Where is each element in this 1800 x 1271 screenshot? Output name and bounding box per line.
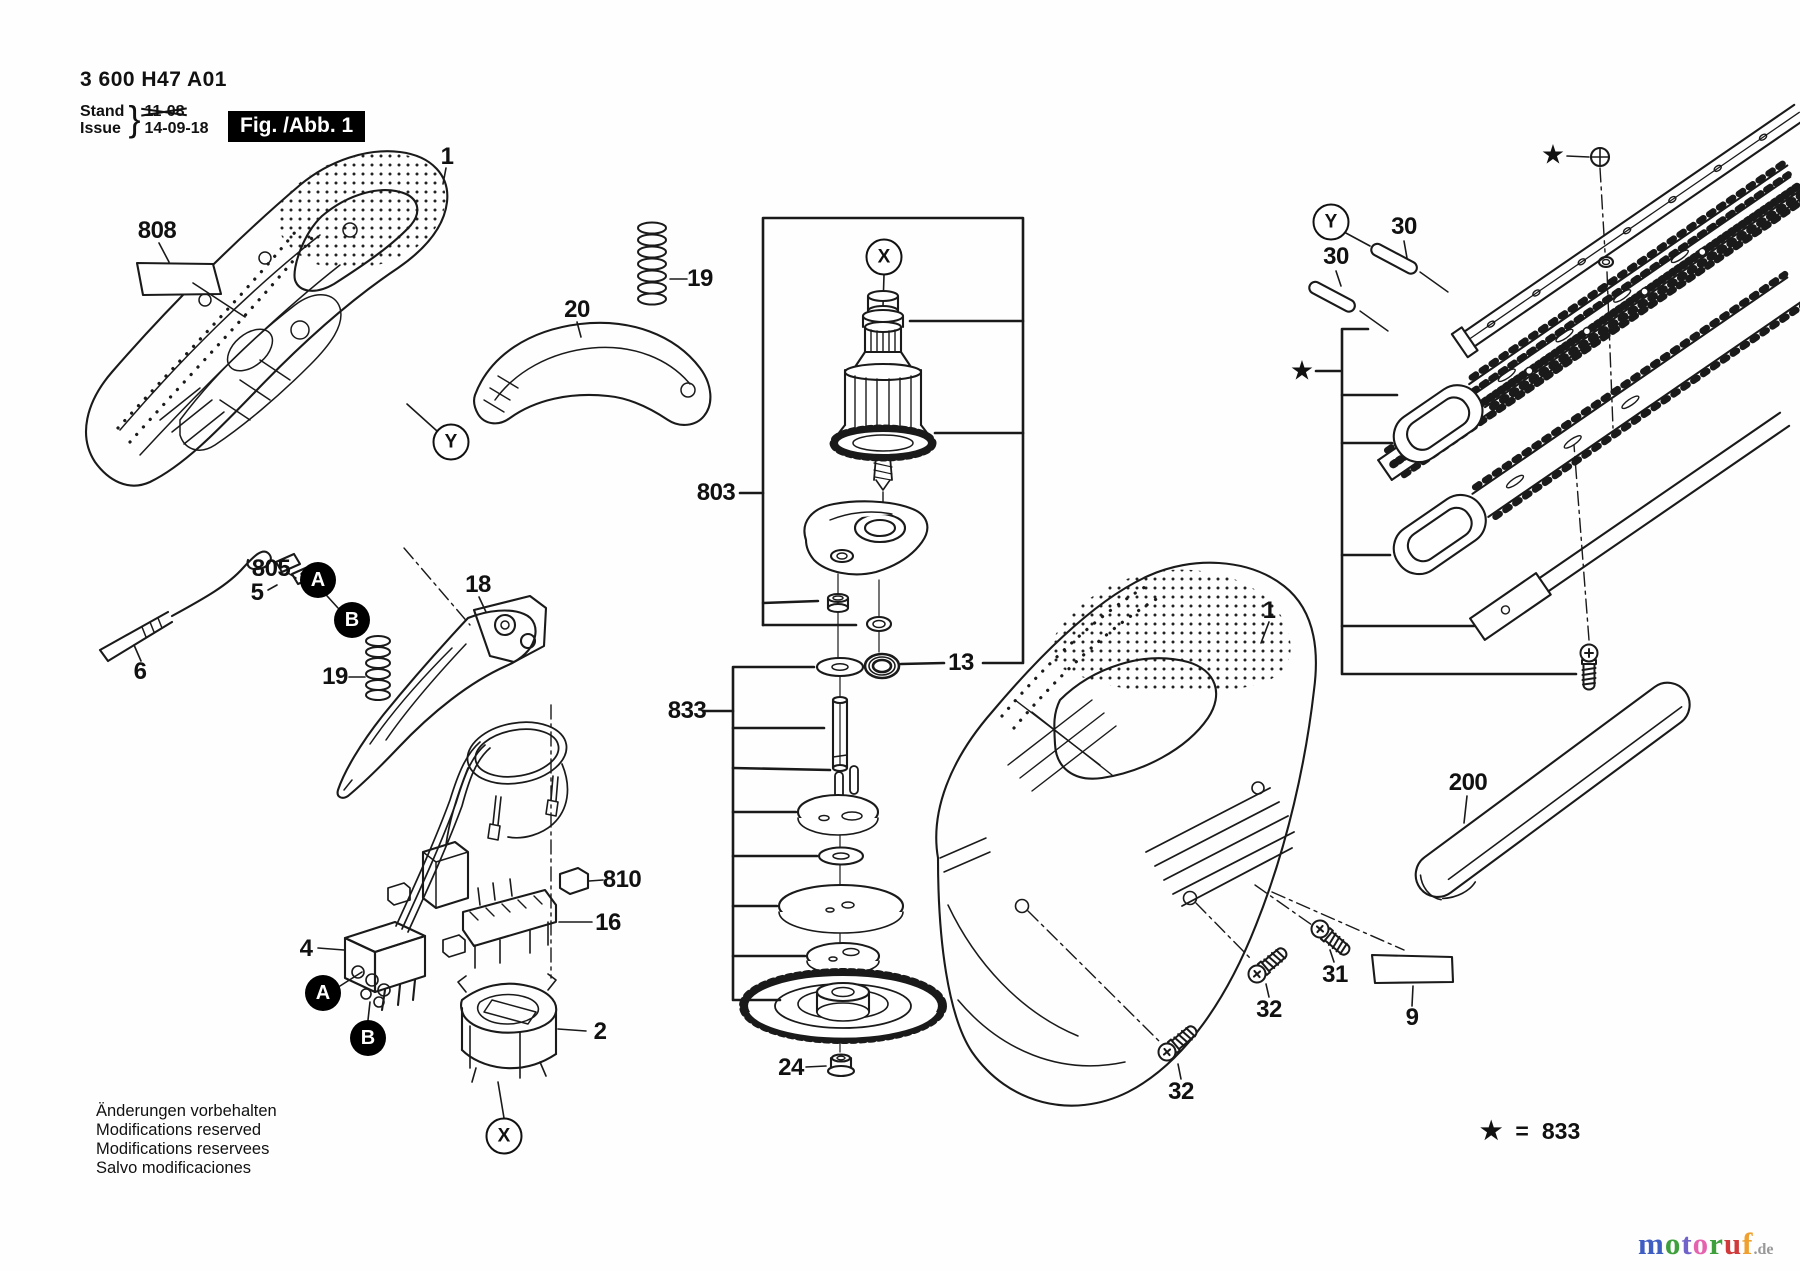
connector-810-and-board-16	[463, 868, 603, 968]
callout-19-middle: 19	[322, 663, 348, 690]
star-marker-top: ★	[1540, 139, 1566, 170]
logo-letter: o	[1692, 1226, 1710, 1261]
cord-and-grommet	[100, 551, 338, 661]
figure-label: Fig. /Abb. 1	[228, 111, 365, 142]
callout-6: 6	[133, 658, 147, 685]
logo-letter: t	[1681, 1226, 1693, 1261]
callout-16: 16	[595, 909, 621, 936]
callout-810: 810	[602, 866, 642, 893]
stand-label: Stand	[80, 103, 125, 120]
ref-circle-y-right: Y	[1313, 204, 1350, 241]
callout-19-upper: 19	[687, 265, 713, 292]
trigger-lever-18	[338, 548, 546, 798]
spring-19-upper	[638, 223, 687, 305]
callout-30-lower: 30	[1323, 243, 1349, 270]
blade-set	[1307, 101, 1800, 690]
callout-32-lower: 32	[1168, 1078, 1194, 1105]
callout-20: 20	[564, 296, 590, 323]
callout-2: 2	[593, 1018, 607, 1045]
legend-star-icon: ★	[1480, 1117, 1503, 1145]
screws-and-sticker-right	[1028, 885, 1453, 1079]
logo-letter: u	[1723, 1226, 1743, 1261]
document-part-number: 3 600 H47 A01	[80, 68, 227, 91]
legend-equals: =	[1515, 1117, 1529, 1144]
armature-assembly-803	[740, 218, 1023, 664]
issue-block	[80, 98, 209, 139]
logo-letter: o	[1664, 1226, 1682, 1261]
callout-1-left: 1	[440, 143, 454, 170]
callout-32-upper: 32	[1256, 996, 1282, 1023]
star-legend	[1480, 1116, 1580, 1146]
callout-13: 13	[948, 649, 974, 676]
logo-suffix: .de	[1753, 1241, 1774, 1258]
callout-31: 31	[1322, 961, 1348, 988]
callout-5: 5	[250, 579, 264, 606]
left-housing-shell	[86, 151, 447, 485]
issue-label: Issue	[80, 120, 121, 137]
spring-19-middle	[349, 636, 390, 700]
issue-date: 14-09-18	[144, 120, 209, 137]
legend-value: 833	[1541, 1117, 1581, 1144]
right-housing-shell	[936, 563, 1316, 1106]
ref-circle-b-lower: B	[350, 1020, 386, 1056]
callout-200: 200	[1448, 769, 1488, 796]
note-line: Modifications reservees	[96, 1140, 270, 1158]
callout-808: 808	[137, 217, 177, 244]
ref-circle-y-left: Y	[433, 424, 470, 461]
ref-circle-a-lower: A	[305, 975, 341, 1011]
note-line: Modifications reserved	[96, 1121, 262, 1139]
gear-column-833	[703, 654, 943, 1076]
callout-30-upper: 30	[1391, 213, 1417, 240]
logo-letter: f	[1742, 1226, 1754, 1261]
superseded-date: 11-08	[144, 103, 185, 120]
field-coil-2	[458, 974, 586, 1118]
callout-833: 833	[667, 697, 707, 724]
callout-1-right: 1	[1262, 597, 1276, 624]
callout-18: 18	[465, 571, 491, 598]
leader-y-left	[407, 404, 437, 431]
motoruf-logo	[1638, 1226, 1774, 1262]
modification-notes	[96, 1102, 277, 1178]
ref-circle-x-top: X	[866, 239, 903, 276]
ref-circle-a-upper: A	[300, 562, 336, 598]
note-line: Salvo modificaciones	[96, 1159, 251, 1177]
callout-805: 805	[251, 555, 291, 582]
logo-letter: r	[1709, 1226, 1724, 1261]
ref-circle-x-bottom: X	[486, 1118, 523, 1155]
logo-letter: m	[1638, 1226, 1665, 1261]
callout-9: 9	[1405, 1004, 1419, 1031]
callout-24: 24	[778, 1054, 804, 1081]
note-line: Änderungen vorbehalten	[96, 1102, 277, 1120]
sticker-808	[137, 243, 245, 317]
callout-803: 803	[696, 479, 736, 506]
callout-4: 4	[299, 935, 313, 962]
ref-circle-b-upper: B	[334, 602, 370, 638]
star-marker-middle: ★	[1289, 355, 1315, 386]
handle-bow-20	[474, 322, 710, 425]
brace-glyph: }	[128, 98, 141, 139]
